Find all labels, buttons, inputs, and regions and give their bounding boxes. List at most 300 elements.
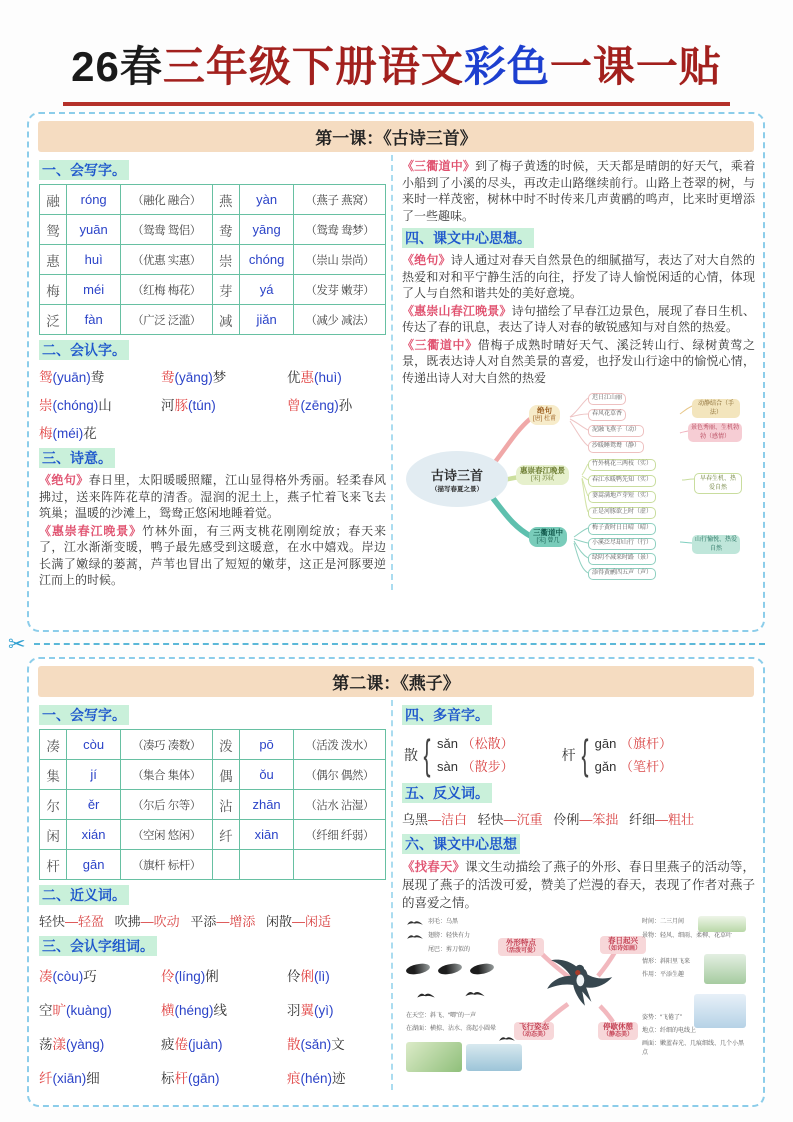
pinyin-cell: méi — [67, 275, 121, 305]
branch-label: 惠崇春江晚景 — [520, 466, 565, 475]
pinyin-cell: ěr — [67, 790, 121, 820]
pinyin-cell: jiǎn — [239, 305, 294, 335]
words-cell: （集合 集体） — [121, 760, 213, 790]
node-label: 春日起兴 — [608, 936, 638, 945]
mindmap-leaf: 春江水暖鸭先知（实） — [588, 475, 656, 487]
red-char: 漾 — [52, 1037, 66, 1052]
mindmap-leaf: 春风花草香 — [588, 409, 626, 421]
recognize-item — [161, 965, 287, 985]
node-label: 外形特点 — [506, 938, 536, 947]
pinyin: (méi) — [52, 426, 84, 441]
l1-poem-meaning-heading: 三、诗意。 — [39, 448, 115, 468]
l2-polyphone-heading: 四、多音字。 — [402, 705, 492, 725]
synonym-pair — [39, 914, 104, 929]
detail-line: 尾巴：剪刀似的 — [428, 947, 471, 953]
pinyin: (huì) — [314, 370, 342, 385]
red-char: 倦 — [174, 1037, 188, 1052]
char-cell: 芽 — [212, 275, 239, 305]
pinyin: (yàng) — [66, 1037, 105, 1052]
char-cell: 减 — [212, 305, 239, 335]
recognize-item — [39, 394, 161, 414]
lesson2-header: 第二课：《燕子》 — [38, 666, 754, 697]
words-cell: （鸳鸯 鸯梦） — [294, 215, 386, 245]
pinyin-cell: chóng — [239, 245, 294, 275]
char-cell: 融 — [40, 185, 67, 215]
mindmap-note: 早春生机、热爱自然 — [694, 473, 742, 494]
swallow-illustration — [542, 952, 620, 1014]
pinyin-cell: yá — [239, 275, 294, 305]
words-cell: （鸳鸯 鸳侣） — [121, 215, 212, 245]
mindmap-leaf: 添得黄鹂四五声（声） — [588, 568, 656, 580]
red-char: 翼 — [300, 1003, 314, 1018]
branch-label: 绝句 — [537, 406, 552, 415]
brace-glyph — [581, 734, 588, 776]
reading-pinyin: sǎn — [437, 736, 458, 751]
words-cell: （空闲 悠闲） — [121, 820, 213, 850]
lesson1-section — [27, 112, 765, 632]
red-char: 豚 — [174, 398, 188, 413]
reading-pinyin: sàn — [437, 759, 458, 774]
plain-char: 标 — [161, 1071, 175, 1086]
central-idea-paragraph — [402, 337, 755, 387]
words-cell: （燕子 燕窝） — [294, 185, 386, 215]
mindmap-leaf: 梅子黄时日日晴（晴） — [588, 523, 656, 535]
detail-line: 时间：二三月间 — [642, 919, 685, 925]
node-label: 停歇休憩 — [603, 1022, 633, 1031]
pinyin-cell: xiān — [239, 820, 293, 850]
recognize-item — [39, 1033, 161, 1053]
polyphone-reading — [595, 732, 672, 755]
reading-word: （松散） — [461, 736, 514, 751]
char-cell: 鸯 — [212, 215, 239, 245]
word-b: —洁白 — [428, 812, 468, 827]
reading-word: （散步） — [461, 759, 514, 774]
pinyin-cell: yàn — [239, 185, 294, 215]
words-cell: （偶尔 偶然） — [294, 760, 386, 790]
l1-recognize-list — [39, 366, 386, 442]
central-idea-text: 借梅子成熟时晴好天气、溪泛转山行、绿树黄莺之景，既表达诗人对自然美景的喜爱，也抒发山行途中的愉悦心情，传递出诗人对大自然的热爱 — [402, 337, 755, 385]
words-cell: （尔后 尔等） — [121, 790, 213, 820]
word-b: —吹动 — [140, 914, 180, 929]
plain-char: 俐 — [205, 969, 219, 984]
detail-line: 作用：平添生趣 — [642, 972, 685, 978]
poem-meaning-text: 竹林外面，有三两支桃花刚刚绽放；春天来了，江水渐渐变暖，鸭子最先感受到这暖意，在水中嬉戏。岸边长满了嫩绿的蒌蒿，芦苇也冒出了短短的嫩芽，这正是河豚要逆江而上的时候。 — [39, 523, 386, 587]
words-cell: （凑巧 凑数） — [121, 730, 213, 760]
plain-char: 细 — [86, 1071, 100, 1086]
words-cell — [294, 850, 386, 880]
pinyin-cell: yāng — [239, 215, 294, 245]
mindmap-leaf: 迟日江山丽 — [588, 393, 626, 405]
red-char: 纤 — [39, 1071, 53, 1086]
title-part-black: 26春 — [71, 43, 163, 90]
node-label: 飞行姿态 — [519, 1022, 549, 1031]
branch-author: [宋] 曾几 — [536, 537, 560, 544]
pinyin: (hén) — [300, 1071, 333, 1086]
mindmap-leaf: 沙暖睡鸳鸯（静） — [588, 441, 644, 453]
pinyin-cell: còu — [67, 730, 121, 760]
recognize-item — [161, 1033, 287, 1053]
node-subtitle: （动态美） — [519, 1031, 550, 1038]
scissors-icon: ✂ — [8, 633, 26, 656]
plain-char: 花 — [83, 426, 97, 441]
wires-photo — [694, 994, 746, 1028]
title-part-red2: 一课一贴 — [549, 43, 722, 90]
poem-meaning-paragraph — [402, 158, 755, 224]
char-cell: 杆 — [40, 850, 67, 880]
char-cell: 凑 — [40, 730, 67, 760]
antonym-pair — [478, 812, 543, 827]
recognize-item — [287, 366, 386, 386]
central-idea-text: 诗句描绘了早春江边景色，展现了春日生机、传达了春的讯息，表达了诗人对春的敏锐感知与对自然的热爱。 — [402, 303, 755, 334]
pinyin-cell: jí — [67, 760, 121, 790]
bird-icon — [498, 1034, 516, 1043]
red-char: 凑 — [39, 969, 53, 984]
recognize-item — [39, 965, 161, 985]
mindmap-branch-huichong — [516, 465, 569, 485]
red-char: 痕 — [287, 1071, 301, 1086]
poem-title: 《绝句》 — [402, 253, 451, 267]
pinyin-cell: zhān — [239, 790, 293, 820]
word-b: —闲适 — [291, 914, 331, 929]
plain-char: 羽 — [287, 1003, 301, 1018]
recognize-item — [161, 394, 287, 414]
write-char-row — [40, 820, 386, 850]
plain-char: 河 — [161, 398, 175, 413]
word-a: 轻快 — [39, 914, 66, 929]
red-char: 鸯 — [161, 370, 175, 385]
poem-meaning-text: 春日里，太阳暖暖照耀，江山显得格外秀丽。轻柔春风拂过，送来阵阵花草的清香。湿润的泥土上，燕子忙着飞来飞去筑巢；温暖的沙滩上，鸳鸯正悠闲地睡着觉。 — [39, 473, 386, 520]
plain-char: 疲 — [161, 1037, 175, 1052]
node-subtitle: （如诗如画） — [605, 945, 642, 952]
word-b: —轻盈 — [65, 914, 105, 929]
red-char: 杆 — [174, 1071, 188, 1086]
brace-glyph — [424, 734, 431, 776]
char-cell — [212, 850, 239, 880]
pinyin: (kuàng) — [66, 1003, 112, 1018]
pinyin-cell: pō — [239, 730, 293, 760]
word-b: —笨拙 — [579, 812, 619, 827]
pinyin: (còu) — [52, 969, 84, 984]
detail-line: 地点：纤细的电线上 — [642, 1028, 697, 1034]
l2-write-chars-heading: 一、会写字。 — [39, 705, 129, 725]
reading-pinyin: gān — [594, 736, 617, 751]
pinyin: (yāng) — [174, 370, 213, 385]
char-cell: 鸳 — [40, 215, 67, 245]
red-char: 崇 — [39, 398, 53, 413]
plain-char: 鸯 — [90, 370, 105, 385]
words-cell: （崇山 崇尚） — [294, 245, 386, 275]
title-part-blue: 彩色 — [463, 43, 550, 90]
red-char: 旷 — [52, 1003, 66, 1018]
words-cell: （减少 减法） — [294, 305, 386, 335]
mindmap-center-node — [406, 451, 508, 507]
char-cell: 集 — [40, 760, 67, 790]
poem-meaning-paragraph — [39, 472, 386, 522]
pinyin-cell: xián — [67, 820, 121, 850]
red-char: 惠 — [300, 370, 314, 385]
lesson2-section — [27, 657, 765, 1107]
recognize-item — [39, 422, 161, 442]
pinyin-cell — [239, 850, 293, 880]
title-part-red1: 三年级下册语文 — [162, 43, 464, 90]
pinyin: (sǎn) — [300, 1037, 332, 1052]
branch-author: [唐] 杜甫 — [533, 415, 557, 422]
poem-title: 《惠崇山春江晚景》 — [402, 303, 512, 318]
write-char-row — [40, 305, 386, 335]
plain-char: 伶 — [287, 969, 301, 984]
polyphone-reading — [437, 732, 514, 755]
plain-char: 线 — [213, 1003, 228, 1018]
field-photo — [406, 1042, 462, 1072]
pinyin: (yì) — [314, 1003, 334, 1018]
words-cell: （优惠 实惠） — [121, 245, 212, 275]
char-cell: 沾 — [212, 790, 239, 820]
polyphone-char: 散 — [404, 747, 418, 763]
mindmap-node-flight — [514, 1022, 554, 1040]
recognize-item — [161, 366, 287, 386]
lesson2-mindmap — [402, 916, 750, 1088]
plain-char: 文 — [331, 1037, 345, 1052]
pinyin-cell: gān — [67, 850, 121, 880]
mindmap-branch-sanqu — [529, 527, 567, 547]
detail-line: 羽毛：乌黑 — [428, 919, 459, 925]
mindmap-leaf: 小溪泛尽却山行（行） — [588, 538, 656, 550]
char-cell: 崇 — [212, 245, 239, 275]
central-idea-text: 课文生动描绘了燕子的外形、春日里燕子的活动等，展现了燕子的活泼可爱，赞美了烂漫的春天，表现了作者对燕子的喜爱之情。 — [402, 860, 755, 910]
write-char-row — [40, 850, 386, 880]
word-b: —沉重 — [503, 812, 543, 827]
l1-write-chars-table — [39, 184, 386, 335]
red-char: 俐 — [300, 969, 314, 984]
word-a: 伶俐 — [553, 812, 580, 827]
words-cell: （纤细 纤弱） — [294, 820, 386, 850]
poem-meaning-paragraph — [39, 523, 386, 589]
recognize-item — [287, 965, 386, 985]
mindmap-node-spring — [600, 936, 646, 954]
lesson1-right-column — [391, 155, 763, 590]
antonym-pair — [402, 812, 467, 827]
synonym-pair — [115, 914, 180, 929]
recognize-item — [39, 366, 161, 386]
cut-line — [8, 633, 765, 656]
plain-char: 巧 — [83, 969, 97, 984]
polyphone-reading — [437, 755, 514, 778]
central-idea-text: 诗人通过对春天自然景色的细腻描写，表达了对大自然的热爱和对和平宁静生活的向往，抒发了诗人愉悦闲适的心情，体现了人与自然和谐共处的美好意境。 — [402, 253, 755, 300]
poem-meaning-text: 到了梅子黄透的时候，天天都是晴朗的好天气，乘着小船到了小溪的尽头，再改走山路继续前行。山路上苍翠的树，与来时一样茂密，树林中时不时传来几声黄鹂的鸣声，比来时更增添了一些趣味。 — [402, 159, 755, 223]
lesson2-left-column — [29, 700, 391, 1090]
red-char: 鸳 — [39, 370, 53, 385]
bird-icon — [406, 918, 424, 927]
l2-synonyms-heading: 二、近义词。 — [39, 885, 129, 905]
central-idea-paragraph — [402, 858, 755, 912]
mindmap-note: 景色秀丽、生机勃勃（感情） — [688, 423, 742, 442]
synonym-pair — [190, 914, 255, 929]
word-a: 闲散 — [265, 914, 292, 929]
mindmap-node-shape — [498, 938, 544, 956]
plain-char: 山 — [98, 398, 112, 413]
lesson-title: 《找春天》 — [402, 860, 466, 874]
write-char-row — [40, 760, 386, 790]
plain-char: 孙 — [338, 398, 353, 413]
branch-author: [宋] 苏轼 — [530, 475, 554, 482]
l2-recognize-words-list — [39, 965, 386, 1087]
antonym-pair — [553, 812, 618, 827]
words-cell: （红梅 梅花） — [121, 275, 212, 305]
red-char: 横 — [161, 1003, 175, 1018]
pinyin: (líng) — [174, 969, 206, 984]
plain-char: 迹 — [332, 1071, 346, 1086]
detail-line: 在湖面：横掠、沾水、荡起小圆晕 — [406, 1026, 497, 1032]
word-a: 吹拂 — [114, 914, 141, 929]
red-char: 梅 — [39, 426, 53, 441]
polyphone-char: 杆 — [561, 747, 576, 763]
bird-icon — [464, 988, 486, 999]
detail-line: 景物：轻风、细雨、柔柳、花草叶 — [642, 933, 733, 939]
lake-photo — [466, 1044, 522, 1071]
lesson1-left-column — [29, 155, 391, 590]
char-cell: 尔 — [40, 790, 67, 820]
l2-recognize-words-heading: 三、会认字组词。 — [39, 936, 157, 956]
poem-title: 《三衢道中》 — [402, 159, 476, 173]
l2-write-chars-table — [39, 729, 386, 880]
pinyin: (chóng) — [52, 398, 99, 413]
char-cell: 泛 — [40, 305, 67, 335]
reading-word: （旗杆） — [620, 736, 673, 751]
lesson1-header: 第一课：《古诗三首》 — [38, 121, 754, 152]
reading-word: （笔杆） — [620, 759, 673, 774]
write-char-row — [40, 185, 386, 215]
plain-char: 梦 — [212, 370, 227, 385]
write-char-row — [40, 730, 386, 760]
red-char: 散 — [287, 1037, 301, 1052]
pinyin: (gān) — [188, 1071, 220, 1086]
pinyin: (zēng) — [300, 398, 339, 413]
plain-char: 优 — [287, 370, 301, 385]
bird-icon — [416, 990, 436, 1000]
recognize-item — [39, 1067, 161, 1087]
char-cell: 梅 — [40, 275, 67, 305]
branch-label: 三衢道中 — [533, 528, 563, 537]
polyphone-reading — [595, 755, 672, 778]
mindmap-leaf: 蒌蒿满地芦芽短（实） — [588, 491, 656, 503]
l1-central-idea-heading: 四、课文中心思想。 — [402, 228, 534, 248]
words-cell: （发芽 嫩芽） — [294, 275, 386, 305]
pinyin-cell: róng — [67, 185, 121, 215]
page-title-text — [63, 34, 730, 106]
detail-line: 画面：嫩蓝春光、几痕细线、几个小黑点 — [642, 1041, 745, 1056]
word-b: —粗壮 — [654, 812, 694, 827]
polyphone-row — [404, 732, 755, 778]
mindmap-note: 山行愉悦、热爱自然 — [692, 535, 740, 554]
polyphone-group — [404, 732, 514, 778]
pinyin: (lì) — [314, 969, 330, 984]
pinyin-cell: ǒu — [239, 760, 293, 790]
mindmap-leaf: 泥融飞燕子（动） — [588, 425, 644, 437]
detail-line: 翅膀：轻快有力 — [428, 933, 471, 939]
grass-photo — [698, 916, 746, 932]
char-cell: 惠 — [40, 245, 67, 275]
poem-title: 《惠崇春江晚景》 — [39, 523, 143, 538]
pinyin: (tún) — [188, 398, 216, 413]
char-cell: 纤 — [212, 820, 239, 850]
red-char: 伶 — [161, 969, 175, 984]
reading-pinyin: gǎn — [594, 759, 617, 774]
mindmap-center-subtitle: （描写春夏之景） — [431, 486, 483, 493]
pinyin: (xiān) — [52, 1071, 87, 1086]
word-a: 乌黑 — [402, 812, 429, 827]
pinyin: (yuān) — [52, 370, 91, 385]
word-a: 平添 — [190, 914, 217, 929]
words-cell: （融化 融合） — [121, 185, 212, 215]
recognize-item — [287, 1067, 386, 1087]
central-idea-paragraph — [402, 252, 755, 302]
poem-title: 《三衢道中》 — [402, 337, 478, 352]
mindmap-leaf: 绿阴不减来时路（景） — [588, 553, 656, 565]
l1-recognize-heading: 二、会认字。 — [39, 340, 129, 360]
page-title — [0, 34, 793, 106]
recognize-item — [287, 999, 386, 1019]
pinyin-cell: yuān — [67, 215, 121, 245]
detail-line: 情形：斜阳里飞来 — [642, 959, 691, 965]
node-subtitle: （活泼可爱） — [503, 947, 540, 954]
synonyms-line — [39, 911, 386, 930]
l1-write-chars-heading: 一、会写字。 — [39, 160, 129, 180]
detail-line: 姿势：“飞倦了” — [642, 1015, 682, 1021]
write-char-row — [40, 790, 386, 820]
write-char-row — [40, 275, 386, 305]
polyphone-group — [562, 732, 672, 778]
plain-char: 荡 — [39, 1037, 53, 1052]
central-idea-paragraph — [402, 303, 755, 336]
words-cell: （广泛 泛滥） — [121, 305, 212, 335]
antonyms-line — [402, 809, 755, 828]
l2-central-idea-heading: 六、课文中心思想 — [402, 834, 520, 854]
mindmap-branch-jueju — [529, 405, 560, 425]
antonym-pair — [629, 812, 694, 827]
recognize-item — [287, 1033, 386, 1053]
recognize-item — [161, 1067, 287, 1087]
char-cell: 闲 — [40, 820, 67, 850]
mindmap-leaf: 竹外桃花三两枝（实） — [588, 459, 656, 471]
char-cell: 偶 — [212, 760, 239, 790]
detail-line: 在天空：斜飞、“唧”的一声 — [406, 1013, 476, 1019]
mindmap-leaf: 正是河豚欲上时（虚） — [588, 507, 656, 519]
pinyin-cell: huì — [67, 245, 121, 275]
lesson1-mindmap — [402, 389, 742, 581]
mindmap-center-title: 古诗三首 — [430, 468, 483, 483]
words-cell: （沾水 沾湿） — [294, 790, 386, 820]
poem-title: 《绝句》 — [39, 473, 89, 487]
words-cell: （旗杆 标杆） — [121, 850, 213, 880]
write-char-row — [40, 215, 386, 245]
pinyin-cell: fàn — [67, 305, 121, 335]
word-b: —增添 — [216, 914, 256, 929]
geese-photo — [704, 954, 746, 984]
red-char: 曾 — [287, 398, 301, 413]
char-cell: 燕 — [212, 185, 239, 215]
node-subtitle: （静态美） — [603, 1031, 634, 1038]
lesson2-right-column — [391, 700, 763, 1090]
word-a: 纤细 — [628, 812, 655, 827]
bird-icon — [406, 932, 424, 941]
recognize-item — [39, 999, 161, 1019]
mindmap-note: 动静结合（手法） — [692, 399, 740, 418]
recognize-item — [287, 394, 386, 414]
pinyin: (juàn) — [188, 1037, 223, 1052]
word-a: 轻快 — [477, 812, 504, 827]
pinyin: (héng) — [174, 1003, 214, 1018]
l2-antonyms-heading: 五、反义词。 — [402, 783, 492, 803]
